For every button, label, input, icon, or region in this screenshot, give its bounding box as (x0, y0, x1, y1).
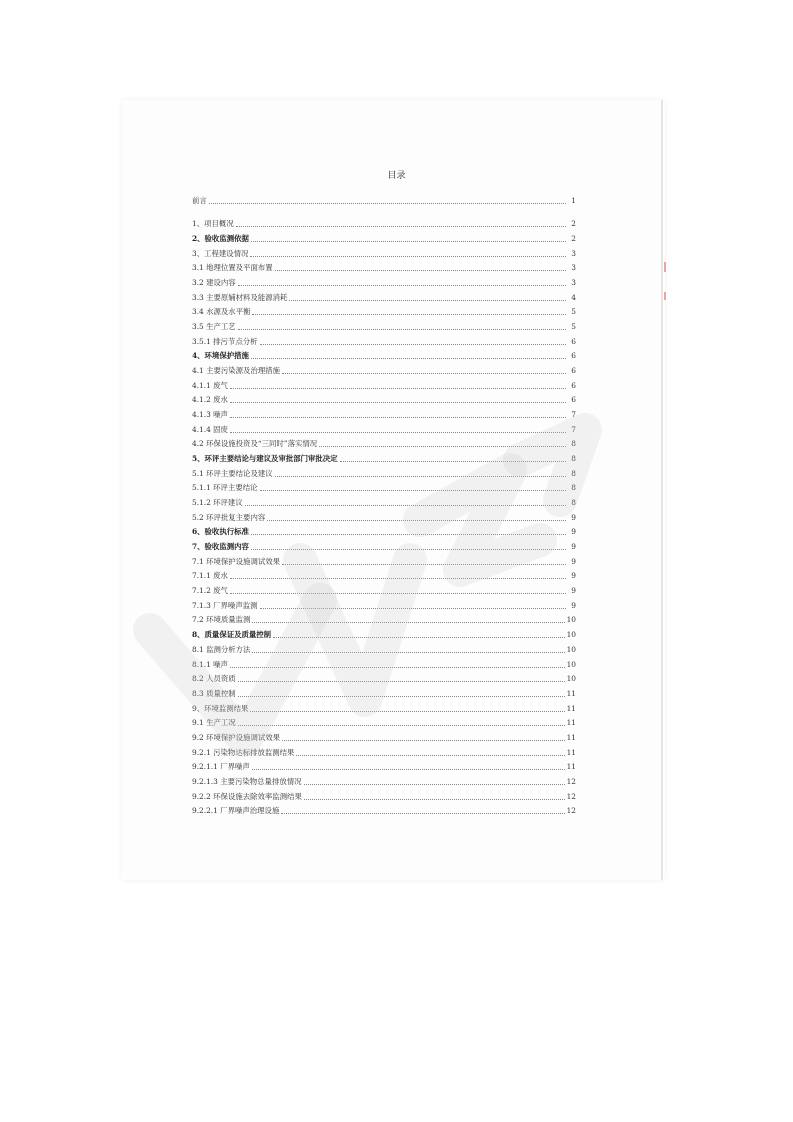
toc-entry-label: 3.1 地理位置及平面布置 (192, 263, 273, 273)
toc-entry (192, 610, 576, 625)
toc-leader-dots (273, 637, 565, 638)
red-stamp-mark (664, 262, 666, 272)
toc-leader-dots (281, 813, 564, 814)
toc-entry-label: 1、项目概况 (192, 219, 234, 229)
toc-entry (192, 771, 576, 786)
toc-leader-dots (209, 203, 566, 204)
toc-entry-page: 11 (566, 762, 576, 772)
toc-entry (192, 360, 576, 375)
toc-entry-page: 6 (571, 336, 576, 346)
toc-entry-label: 8.3 质量控制 (192, 688, 236, 698)
toc-entry (192, 580, 576, 595)
toc-entry-label: 前言 (192, 195, 207, 205)
toc-entry-page: 8 (571, 498, 576, 508)
toc-entry-page: 8 (571, 483, 576, 493)
toc-leader-dots (252, 622, 564, 623)
toc-entry-label: 7.2 环境质量监测 (192, 615, 251, 625)
toc-leader-dots (230, 667, 565, 668)
toc-entry-page: 4 (571, 292, 576, 302)
toc-entry (192, 448, 576, 463)
toc-entry-page: 5 (571, 322, 576, 332)
toc-leader-dots (260, 608, 567, 609)
toc-entry (192, 727, 576, 742)
toc-entry (192, 287, 576, 302)
toc-leader-dots (319, 446, 566, 447)
toc-entry-page: 11 (566, 703, 576, 713)
toc-entry (192, 551, 576, 566)
toc-entry-label: 3.5 生产工艺 (192, 322, 236, 332)
toc-entry-label: 3.5.1 排污节点分析 (192, 336, 258, 346)
toc-leader-dots (245, 505, 566, 506)
toc-entry-label: 2、验收监测依据 (192, 234, 249, 244)
toc-entry (192, 316, 576, 331)
toc-leader-dots (252, 652, 564, 653)
toc-leader-dots (251, 241, 566, 242)
toc-leader-dots (282, 740, 565, 741)
toc-entry-label: 7.1.3 厂界噪声监测 (192, 600, 258, 610)
toc-entry-label: 7、验收监测内容 (192, 542, 249, 552)
toc-entry (192, 757, 576, 772)
toc-leader-dots (230, 578, 566, 579)
toc-leader-dots (282, 373, 566, 374)
toc-leader-dots (282, 564, 566, 565)
toc-entry (192, 243, 576, 258)
toc-entry-page: 3 (571, 263, 576, 273)
toc-leader-dots (304, 784, 565, 785)
toc-entry-label: 5.2 环评批复主要内容 (192, 512, 266, 522)
toc-leader-dots (238, 285, 566, 286)
toc-entry (192, 786, 576, 801)
toc-leader-dots (236, 226, 566, 227)
toc-entry-page: 12 (566, 791, 576, 801)
toc-entry (192, 214, 576, 229)
toc-leader-dots (260, 344, 567, 345)
toc-leader-dots (251, 534, 566, 535)
toc-entry-page: 9 (571, 527, 576, 537)
toc-entry (192, 713, 576, 728)
toc-entry-page: 9 (571, 586, 576, 596)
toc-entry-page: 10 (566, 630, 576, 640)
toc-leader-dots (230, 402, 566, 403)
toc-entry-page: 2 (571, 234, 576, 244)
toc-entry-label: 3、工程建设情况 (192, 248, 249, 258)
toc-entry-page: 3 (571, 248, 576, 258)
toc-entry (192, 419, 576, 434)
toc-entry (192, 375, 576, 390)
toc-entry-page: 6 (571, 351, 576, 361)
toc-entry-label: 8.1 监测分析方法 (192, 644, 251, 654)
toc-entry-page: 10 (566, 659, 576, 669)
toc-entry (192, 434, 576, 449)
toc-leader-dots (250, 711, 564, 712)
toc-entry (192, 507, 576, 522)
toc-entry (192, 228, 576, 243)
toc-leader-dots (252, 769, 565, 770)
toc-entry-label: 3.4 水源及水平衡 (192, 307, 251, 317)
toc-entry-label: 6、验收执行标准 (192, 527, 249, 537)
toc-entry-page: 6 (571, 366, 576, 376)
toc-entry-label: 9.1 生产工况 (192, 718, 236, 728)
toc-entry (192, 566, 576, 581)
toc-entry-label: 9.2.2 环保设施去除效率监测结果 (192, 791, 302, 801)
toc-entry (192, 669, 576, 684)
toc-entry-label: 7.1.1 废水 (192, 571, 228, 581)
toc-leader-dots (260, 490, 567, 491)
toc-leader-dots (252, 314, 566, 315)
toc-entry (192, 742, 576, 757)
toc-entry (192, 595, 576, 610)
toc-entry-label: 4.1.4 固废 (192, 424, 228, 434)
toc-entry (192, 404, 576, 419)
toc-entry-label: 3.2 建设内容 (192, 278, 236, 288)
toc-entry-page: 6 (571, 395, 576, 405)
toc-leader-dots (238, 329, 566, 330)
toc-leader-dots (230, 432, 566, 433)
toc-entry-page: 8 (571, 454, 576, 464)
toc-entry (192, 478, 576, 493)
toc-entry-page: 3 (571, 278, 576, 288)
toc-entry-page: 11 (566, 688, 576, 698)
toc-leader-dots (340, 461, 566, 462)
toc-entry (192, 492, 576, 507)
toc-entry-page: 7 (571, 424, 576, 434)
toc-entry (192, 272, 576, 287)
toc-entry (192, 639, 576, 654)
toc-entry-page: 6 (571, 380, 576, 390)
toc-entry-page: 9 (571, 542, 576, 552)
toc-entry-label: 9.2.1.3 主要污染物总量排放情况 (192, 776, 302, 786)
toc-entry-page: 11 (566, 718, 576, 728)
toc-leader-dots (267, 520, 566, 521)
toc-entry-page: 9 (571, 600, 576, 610)
toc-entry (192, 522, 576, 537)
toc-entry-label: 5.1.1 环评主要结论 (192, 483, 258, 493)
toc-leader-dots (275, 270, 566, 271)
toc-entry-page: 9 (571, 512, 576, 522)
toc-entry-page: 11 (566, 747, 576, 757)
toc-entry-page: 7 (571, 410, 576, 420)
toc-entry-page: 8 (571, 439, 576, 449)
toc-leader-dots (230, 388, 566, 389)
toc-entry-label: 5、环评主要结论与建议及审批部门审批决定 (192, 454, 338, 464)
toc-entry-label: 7.1 环境保护设施调试效果 (192, 556, 281, 566)
toc-entry (192, 698, 576, 713)
toc-entry (192, 624, 576, 639)
toc-entry (192, 463, 576, 478)
toc-leader-dots (238, 725, 565, 726)
toc-entry-label: 7.1.2 废气 (192, 586, 228, 596)
toc-entry-label: 4.1.3 噪声 (192, 410, 228, 420)
toc-leader-dots (296, 755, 564, 756)
toc-title: 目录 (387, 171, 406, 181)
toc-entry-page: 9 (571, 571, 576, 581)
toc-entry (192, 536, 576, 551)
toc-leader-dots (238, 681, 565, 682)
toc-entry-label: 4.1.1 废气 (192, 380, 228, 390)
toc-entry (192, 683, 576, 698)
toc-entry (192, 331, 576, 346)
toc-entry (192, 390, 576, 405)
toc-entry-page: 5 (571, 307, 576, 317)
toc-entry-page: 9 (571, 556, 576, 566)
toc-entry (192, 801, 576, 816)
toc-leader-dots (289, 300, 566, 301)
toc-entry-page: 10 (566, 674, 576, 684)
toc-entry-label: 9.2.1 污染物达标排放监测结果 (192, 747, 295, 757)
toc-entry (192, 346, 576, 361)
toc-entry-label: 4.2 环保设施投资及“三同时”落实情况 (192, 439, 318, 449)
toc-entry-label: 8、质量保证及质量控制 (192, 630, 272, 640)
toc-leader-dots (251, 549, 566, 550)
toc-entry (192, 258, 576, 273)
page-edge-shadow (661, 100, 663, 880)
toc-entry-label: 8.1.1 噪声 (192, 659, 228, 669)
toc-entry (192, 302, 576, 317)
toc-leader-dots (238, 696, 565, 697)
toc-leader-dots (250, 256, 566, 257)
toc-entry-label: 9、环境监测结果 (192, 703, 249, 713)
toc-entry-page: 10 (566, 615, 576, 625)
toc-entry-label: 8.2 人员资质 (192, 674, 236, 684)
red-stamp-mark (664, 292, 666, 300)
toc-entry-page: 8 (571, 468, 576, 478)
toc-entry-label: 4.1.2 废水 (192, 395, 228, 405)
toc-entry-label: 9.2.1.1 厂界噪声 (192, 762, 250, 772)
toc-entry-page: 2 (571, 219, 576, 229)
toc-leader-dots (230, 593, 566, 594)
toc-entry-label: 9.2 环境保护设施调试效果 (192, 732, 281, 742)
toc-entry-page: 1 (571, 195, 576, 205)
toc-entry-label: 5.1.2 环评建议 (192, 498, 243, 508)
toc-leader-dots (230, 417, 566, 418)
toc-leader-dots (304, 799, 565, 800)
table-of-contents (192, 190, 576, 815)
toc-entry-label: 5.1 环评主要结论及建议 (192, 468, 273, 478)
toc-entry (192, 190, 576, 205)
toc-entry-label: 9.2.2.1 厂界噪声治理设施 (192, 806, 280, 816)
toc-leader-dots (251, 358, 566, 359)
toc-entry-label: 3.3 主要原辅材料及能源消耗 (192, 292, 288, 302)
toc-entry-page: 11 (566, 732, 576, 742)
toc-entry-page: 12 (566, 776, 576, 786)
toc-entry-label: 4、环境保护措施 (192, 351, 249, 361)
toc-entry-label: 4.1 主要污染源及治理措施 (192, 366, 281, 376)
toc-entry (192, 654, 576, 669)
toc-entry-page: 12 (566, 806, 576, 816)
toc-entry-page: 10 (566, 644, 576, 654)
toc-leader-dots (275, 476, 566, 477)
